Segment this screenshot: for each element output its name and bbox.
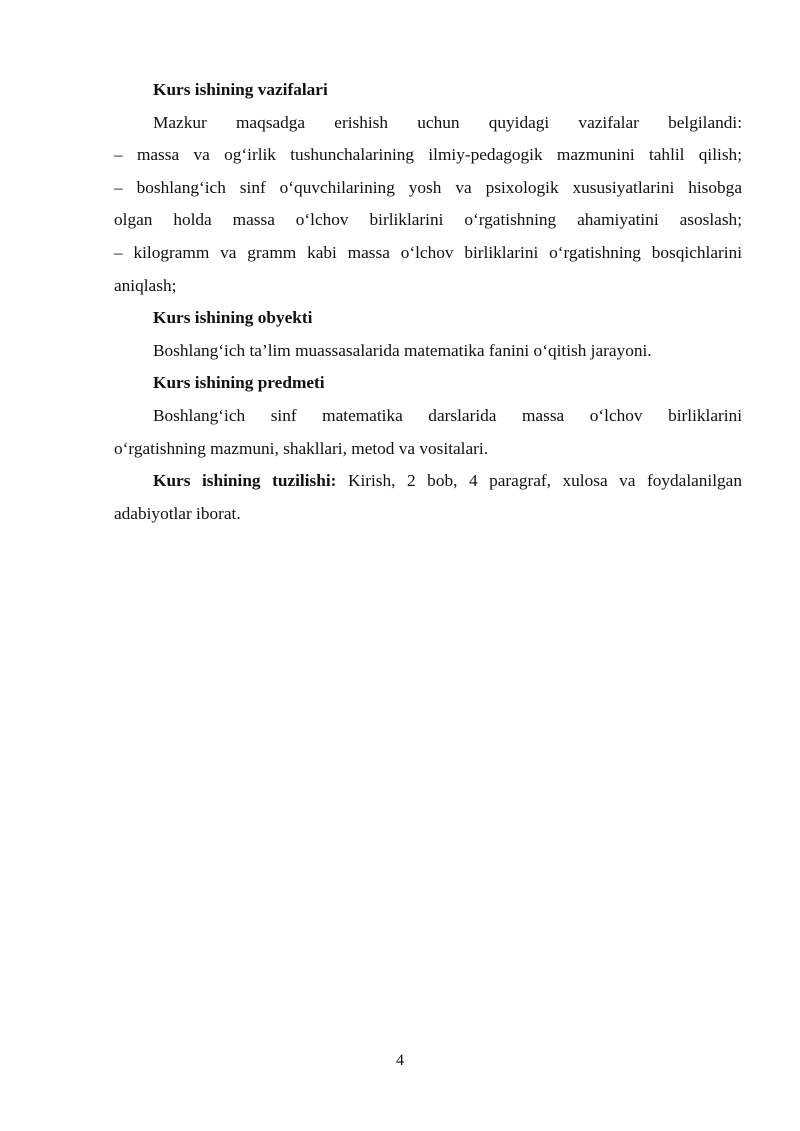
structure-label: Kurs ishining tuzilishi: — [153, 471, 337, 491]
structure-line-2: adabiyotlar iborat. — [114, 503, 241, 523]
tasks-paragraph — [114, 107, 742, 303]
structure-text-1: Kirish, 2 bob, 4 paragraf, xulosa va foydalanilgan — [336, 471, 742, 491]
subject-line-1: Boshlang‘ich sinf matematika darslarida massa o‘lchov birliklarini — [153, 405, 742, 425]
heading-object: Kurs ishining obyekti — [153, 308, 313, 328]
object-text: Boshlang‘ich ta’lim muassasalarida matematika fanini o‘qitish jarayoni. — [153, 340, 652, 360]
tasks-line-4: olgan holda massa o‘lchov birliklarini o‘rgatishning ahamiyatini asoslash; — [114, 210, 742, 230]
heading-tasks: Kurs ishining vazifalari — [153, 80, 328, 99]
subject-paragraph — [114, 400, 742, 465]
tasks-line-5: – kilogramm va gramm kabi massa o‘lchov birliklarini o‘rgatishning bosqichlarini — [114, 242, 742, 262]
document-page — [114, 74, 742, 530]
tasks-line-6: aniqlash; — [114, 275, 177, 295]
page-number: 4 — [396, 1052, 404, 1069]
heading-subject: Kurs ishining predmeti — [153, 373, 325, 393]
subject-line-2: o‘rgatishning mazmuni, shakllari, metod va vositalari. — [114, 438, 489, 458]
tasks-line-1: Mazkur maqsadga erishish uchun quyidagi vazifalar belgilandi: — [153, 112, 742, 132]
tasks-line-2: – massa va og‘irlik tushunchalarining ilmiy-pedagogik mazmunini tahlil qilish; — [114, 145, 742, 165]
structure-line-1 — [114, 465, 742, 498]
tasks-line-3: – boshlang‘ich sinf o‘quvchilarining yosh va psixologik xususiyatlarini hisobga — [114, 177, 742, 197]
structure-paragraph — [114, 465, 742, 530]
